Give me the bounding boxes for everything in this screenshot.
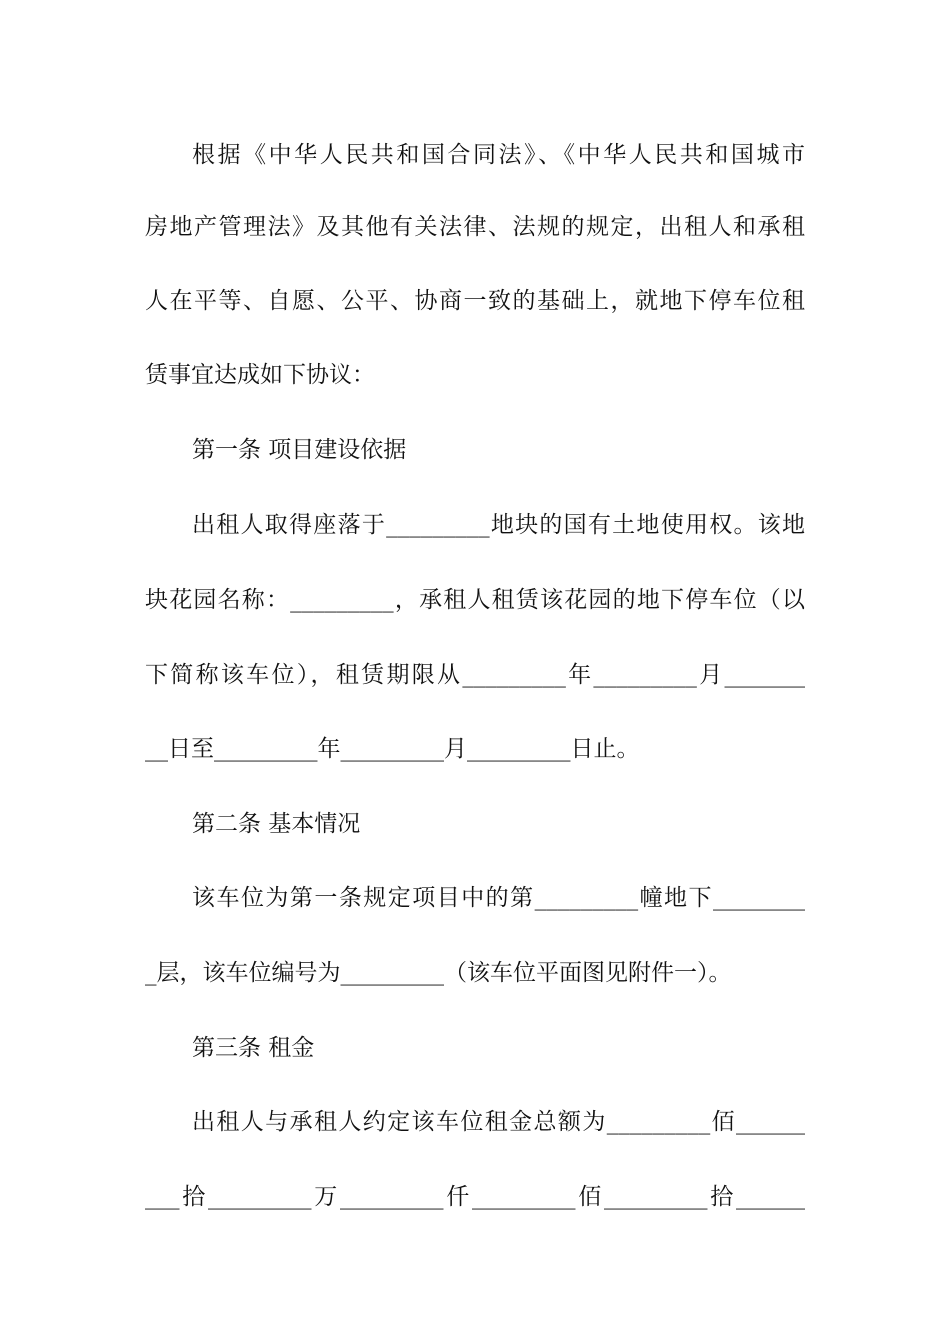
- article-1-line-1: 出租人取得座落于_________地块的国有土地使用权。该地: [192, 512, 805, 538]
- paragraph-1-line-3: 人在平等、自愿、公平、协商一致的基础上，就地下停车位租: [145, 288, 805, 314]
- article-2-heading: 第二条 基本情况: [192, 811, 361, 837]
- article-1-heading: 第一条 项目建设依据: [192, 437, 407, 463]
- article-2-line-2: _层，该车位编号为_________（该车位平面图见附件一）。: [145, 960, 732, 986]
- article-2-line-1: 该车位为第一条规定项目中的第_________幢地下________: [192, 885, 805, 911]
- article-1-line-3: 下简称该车位），租赁期限从_________年_________月_______: [145, 662, 805, 688]
- article-1-line-2: 块花园名称：_________，承租人租赁该花园的地下停车位（以: [145, 587, 805, 613]
- article-3-line-1: 出租人与承租人约定该车位租金总额为_________佰______: [192, 1109, 805, 1135]
- paragraph-1-line-4: 赁事宜达成如下协议：: [145, 362, 375, 388]
- paragraph-1-line-1: 根据《中华人民共和国合同法》、《中华人民共和国城市: [192, 142, 805, 168]
- article-3-line-2: ___拾_________万_________仟_________佰_________拾______: [145, 1184, 805, 1210]
- article-1-line-4: __日至_________年_________月_________日止。: [145, 736, 640, 762]
- paragraph-1-line-2: 房地产管理法》及其他有关法律、法规的规定，出租人和承租: [145, 214, 805, 240]
- article-3-heading: 第三条 租金: [192, 1035, 315, 1061]
